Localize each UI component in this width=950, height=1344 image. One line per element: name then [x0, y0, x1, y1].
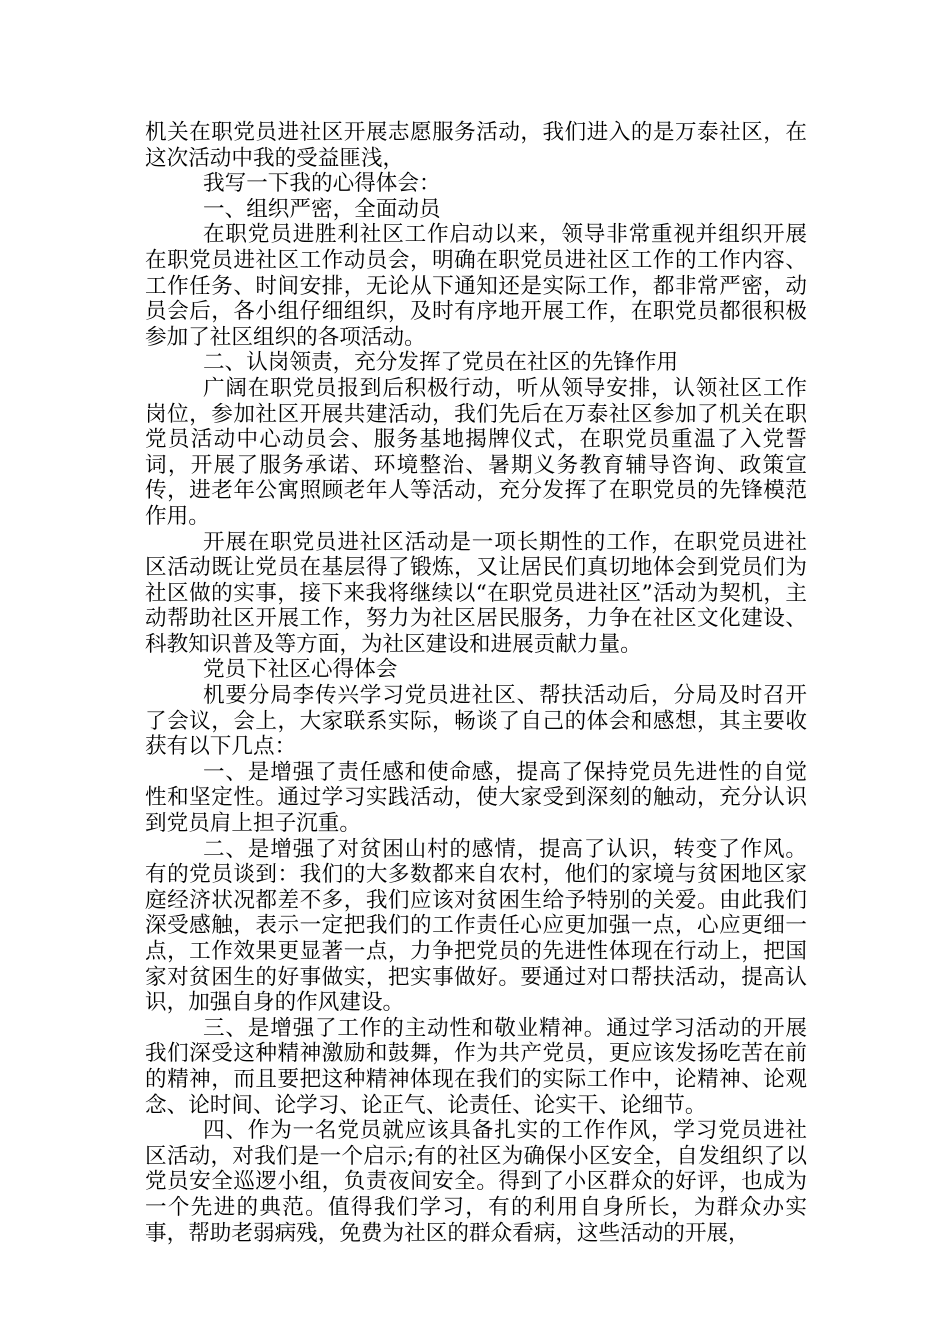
document-subtitle: 党员下社区心得体会	[203, 657, 398, 683]
point-1: 一、是增强了责任感和使命感，提高了保持党员先进性的自觉性和坚定性。通过学习实践活动，使大家受到深刻的触动，充分认识到党员肩上担子沉重。	[145, 759, 807, 837]
paragraph-lead-in: 我写一下我的心得体会：	[203, 171, 441, 197]
section-heading-2: 二、认岗领责，充分发挥了党员在社区的先锋作用	[203, 350, 679, 376]
paragraph-organization: 在职党员进胜利社区工作启动以来，领导非常重视并组织开展在职党员进社区工作动员会，明确在职党员进社区工作的工作内容、工作任务、时间安排，无论从下通知还是实际工作，都非常严密，动员会后，各小组仔细组织，及时有序地开展工作，在职党员都很积极参加了社区组织的各项活动。	[145, 222, 807, 350]
paragraph-long-term-work: 开展在职党员进社区活动是一项长期性的工作，在职党员进社区活动既让党员在基层得了锻炼，又让居民们真切地体会到党员们为社区做的实事，接下来我将继续以“在职党员进社区”活动为契机，主动帮助社区开展工作，努力为社区居民服务，力争在社区文化建设、科教知识普及等方面，为社区建设和进展贡献力量。	[145, 529, 807, 657]
point-3: 三、是增强了工作的主动性和敬业精神。通过学习活动的开展我们深受这种精神激励和鼓舞，作为共产党员，更应该发扬吃苦在前的精神，而且要把这种精神体现在我们的实际工作中，论精神、论观念、论时间、论学习、论正气、论责任、论实干、论细节。	[145, 1015, 807, 1118]
paragraph-intro: 机关在职党员进社区开展志愿服务活动，我们进入的是万泰社区，在这次活动中我的受益匪浅，	[145, 120, 807, 171]
document-page	[145, 120, 807, 1246]
section-heading-1: 一、组织严密，全面动员	[203, 196, 441, 222]
point-2: 二、是增强了对贫困山村的感情，提高了认识，转变了作风。有的党员谈到：我们的大多数都来自农村，他们的家境与贫困地区家庭经济状况都差不多，我们应该对贫困生给予特别的关爱。由此我们深受感触，表示一定把我们的工作责任心应更加强一点，心应更细一点，工作效果更显著一点，力争把党员的先进性体现在行动上，把国家对贫困生的好事做实，把实事做好。要通过对口帮扶活动，提高认识，加强自身的作风建设。	[145, 836, 807, 1016]
paragraph-meeting: 机要分局李传兴学习党员进社区、帮扶活动后，分局及时召开了会议，会上，大家联系实际，畅谈了自己的体会和感想，其主要收获有以下几点：	[145, 683, 807, 760]
point-4: 四、作为一名党员就应该具备扎实的工作作风，学习党员进社区活动，对我们是一个启示;有的社区为确保小区安全，自发组织了以党员安全巡逻小组，负责夜间安全。得到了小区群众的好评，也成为一个先进的典范。值得我们学习，有的利用自身所长，为群众办实事，帮助老弱病残，免费为社区的群众看病，这些活动的开展，	[145, 1118, 807, 1246]
paragraph-pioneer-role: 广阔在职党员报到后积极行动，听从领导安排，认领社区工作岗位，参加社区开展共建活动，我们先后在万泰社区参加了机关在职党员活动中心动员会、服务基地揭牌仪式，在职党员重温了入党誓词，开展了服务承诺、环境整治、暑期义务教育辅导咨询、政策宣传，进老年公寓照顾老年人等活动，充分发挥了在职党员的先锋模范作用。	[145, 375, 807, 529]
